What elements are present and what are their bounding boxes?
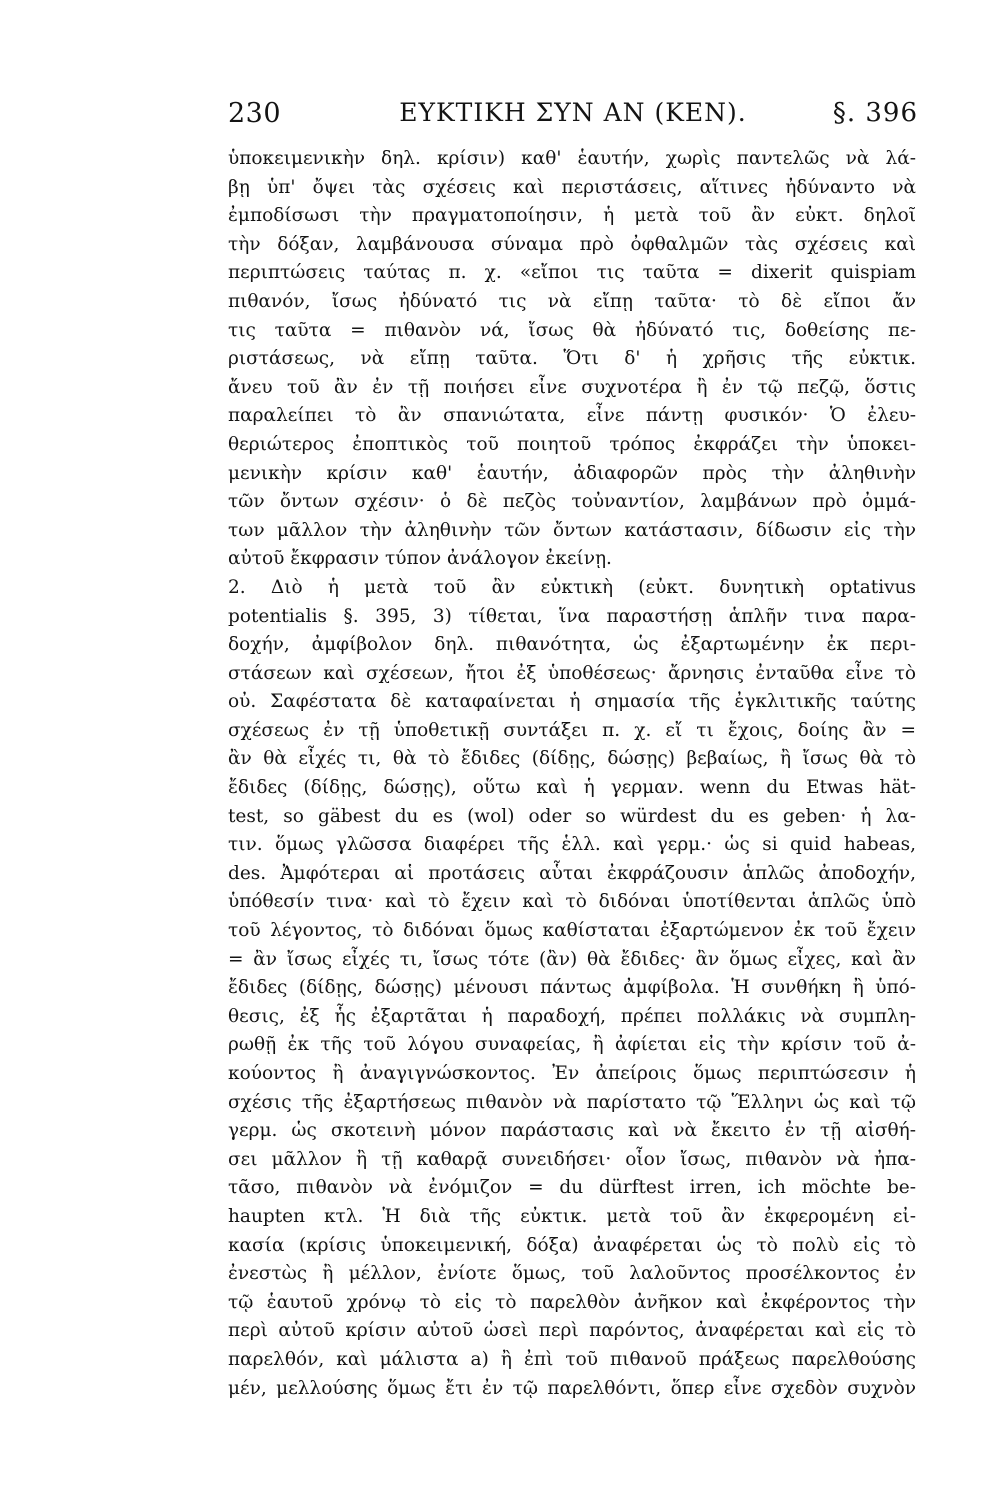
text-line: παρελθόν, καὶ μάλιστα a) ἢ ἐπὶ τοῦ πιθανοῦ πράξεως παρελθούσης — [228, 1348, 916, 1370]
text-line: τὴν δόξαν, λαμβάνουσα σύναμα πρὸ ὀφθαλμῶν τὰς σχέσεις καὶ — [228, 233, 916, 255]
section-reference: §. 396 — [832, 98, 918, 128]
text-line: potentialis §. 395, 3) τίθεται, ἵνα παραστήσῃ ἁπλῆν τινα παρα- — [228, 605, 916, 627]
text-line: γερμ. ὡς σκοτεινὴ μόνον παράστασις καὶ νὰ ἔκειτο ἐν τῇ αἰσθή- — [228, 1120, 916, 1142]
text-line: τιν. ὅμως γλῶσσα διαφέρει τῆς ἑλλ. καὶ γερμ.· ὡς si quid habeas, — [228, 834, 916, 856]
body-text — [228, 145, 916, 1403]
text-line: τῷ ἑαυτοῦ χρόνῳ τὸ εἰς τὸ παρελθὸν ἀνῆκον καὶ ἐκφέροντος τὴν — [228, 1291, 916, 1313]
text-line: περὶ αὐτοῦ κρίσιν αὐτοῦ ὡσεὶ περὶ παρόντος, ἀναφέρεται καὶ εἰς τὸ — [228, 1320, 916, 1342]
page-number: 230 — [228, 98, 282, 129]
running-title: ΕΥΚΤΙΚΗ ΣΥΝ ΑΝ (ΚΕΝ). — [399, 98, 747, 127]
text-line: των μᾶλλον τὴν ἀληθινὴν τῶν ὄντων κατάστασιν, δίδωσιν εἰς τὴν — [228, 519, 916, 541]
text-line: des. Ἀμφότεραι αἱ προτάσεις αὗται ἐκφράζουσιν ἁπλῶς ἀποδοχήν, — [228, 862, 916, 884]
text-line: αὐτοῦ ἔκφρασιν τύπον ἀνάλογον ἐκείνῃ. — [228, 548, 612, 570]
text-line: βῃ ὑπ' ὄψει τὰς σχέσεις καὶ περιστάσεις, αἵτινες ἠδύναντο νὰ — [228, 176, 916, 198]
text-line: ἔδιδες (δίδῃς, δώσῃς), οὕτω καὶ ἡ γερμαν. wenn du Etwas hät- — [228, 777, 916, 799]
text-line: δοχήν, ἀμφίβολον δηλ. πιθανότητα, ὡς ἐξαρτωμένην ἐκ περι- — [228, 634, 916, 656]
text-line: κούοντος ἢ ἀναγιγνώσκοντος. Ἐν ἀπείροις ὅμως περιπτώσεσιν ἡ — [228, 1063, 916, 1084]
text-line: 2. Διὸ ἡ μετὰ τοῦ ἂν εὐκτικὴ (εὐκτ. δυνητικὴ optativus — [228, 576, 916, 598]
text-line: μέν, μελλούσης ὅμως ἔτι ἐν τῷ παρελθόντι, ὅπερ εἶνε σχεδὸν συχνὸν — [228, 1377, 916, 1399]
text-line: ρωθῇ ἐκ τῆς τοῦ λόγου συναφείας, ἢ ἀφίεται εἰς τὴν κρίσιν τοῦ ἀ- — [228, 1034, 916, 1056]
text-line: τᾶσο, πιθανὸν νὰ ἐνόμιζον = du dürftest irren, ich möchte be- — [228, 1177, 916, 1199]
text-line: κασία (κρίσις ὑποκειμενική, δόξα) ἀναφέρεται ὡς τὸ πολὺ εἰς τὸ — [228, 1234, 916, 1256]
text-line: σχέσις τῆς ἐξαρτήσεως πιθανὸν νὰ παρίστατο τῷ Ἕλληνι ὡς καὶ τῷ — [228, 1091, 916, 1113]
text-line: παραλείπει τὸ ἂν σπανιώτατα, εἶνε πάντῃ φυσικόν· Ὁ ἐλευ- — [228, 405, 916, 427]
text-line: μενικὴν κρίσιν καθ' ἑαυτήν, ἀδιαφορῶν πρὸς τὴν ἀληθινὴν — [228, 462, 916, 484]
text-line: ἄνευ τοῦ ἂν ἐν τῇ ποιήσει εἶνε συχνοτέρα ἢ ἐν τῷ πεζῷ, ὅστις — [228, 376, 916, 398]
text-line: οὐ. Σαφέστατα δὲ καταφαίνεται ἡ σημασία τῆς ἐγκλιτικῆς ταύτης — [228, 691, 916, 713]
text-line: θεσις, ἐξ ἧς ἐξαρτᾶται ἡ παραδοχή, πρέπει πολλάκις νὰ συμπλη- — [228, 1005, 916, 1027]
text-line: θεριώτερος ἐποπτικὸς τοῦ ποιητοῦ τρόπος ἐκφράζει τὴν ὑποκει- — [228, 433, 916, 455]
text-line: σει μᾶλλον ἢ τῇ καθαρᾷ συνειδήσει· οἷον ἴσως, πιθανὸν νὰ ἠπα- — [228, 1148, 916, 1170]
text-line: ἔδιδες (δίδῃς, δώσῃς) μένουσι πάντως ἀμφίβολα. Ἡ συνθήκη ἢ ὑπό- — [228, 977, 916, 999]
text-line: σχέσεως ἐν τῇ ὑποθετικῇ συντάξει π. χ. εἴ τι ἔχοις, δοίης ἂν = — [228, 719, 916, 741]
text-line: τῶν ὄντων σχέσιν· ὁ δὲ πεζὸς τοὐναντίον, λαμβάνων πρὸ ὀμμά- — [228, 491, 916, 513]
text-line: ἐμποδίσωσι τὴν πραγματοποίησιν, ἡ μετὰ τοῦ ἂν εὐκτ. δηλοῖ — [228, 205, 916, 227]
text-line: στάσεων καὶ σχέσεων, ἤτοι ἐξ ὑποθέσεως· ἄρνησις ἐνταῦθα εἶνε τὸ — [228, 662, 916, 684]
text-line: ἂν θὰ εἶχές τι, θὰ τὸ ἔδιδες (δίδῃς, δώσῃς) βεβαίως, ἢ ἴσως θὰ τὸ — [228, 748, 916, 770]
text-line: ριστάσεως, νὰ εἴπῃ ταῦτα. Ὅτι δ' ἡ χρῆσις τῆς εὐκτικ. — [228, 348, 916, 370]
text-line: = ἂν ἴσως εἶχές τι, ἴσως τότε (ἂν) θὰ ἔδιδες· ἂν ὅμως εἶχες, καὶ ἂν — [228, 948, 916, 970]
text-line: τοῦ λέγοντος, τὸ διδόναι ὅμως καθίσταται ἐξαρτώμενον ἐκ τοῦ ἔχειν — [228, 920, 916, 942]
text-line: περιπτώσεις ταύτας π. χ. «εἴποι τις ταῦτα = dixerit quispiam — [228, 262, 916, 284]
text-line: τις ταῦτα = πιθανὸν νά, ἴσως θὰ ἠδύνατό τις, δοθείσης πε- — [228, 319, 916, 341]
text-line: test, so gäbest du es (wol) oder so würdest du es geben· ἡ λα- — [228, 805, 916, 827]
running-head — [228, 98, 918, 140]
text-line: ὑπόθεσίν τινα· καὶ τὸ ἔχειν καὶ τὸ διδόναι ὑποτίθενται ἁπλῶς ὑπὸ — [228, 891, 916, 913]
text-line: ἐνεστὼς ἢ μέλλον, ἐνίοτε ὅμως, τοῦ λαλοῦντος προσέλκοντος ἐν — [228, 1263, 916, 1285]
text-line: haupten κτλ. Ἡ διὰ τῆς εὐκτικ. μετὰ τοῦ ἂν ἐκφερομένη εἰ- — [228, 1205, 916, 1227]
text-line: ὑποκειμενικὴν δηλ. κρίσιν) καθ' ἑαυτήν, χωρὶς παντελῶς νὰ λά- — [228, 148, 916, 169]
text-line: πιθανόν, ἴσως ἠδύνατό τις νὰ εἴπῃ ταῦτα· τὸ δὲ εἴποι ἄν — [228, 290, 916, 312]
